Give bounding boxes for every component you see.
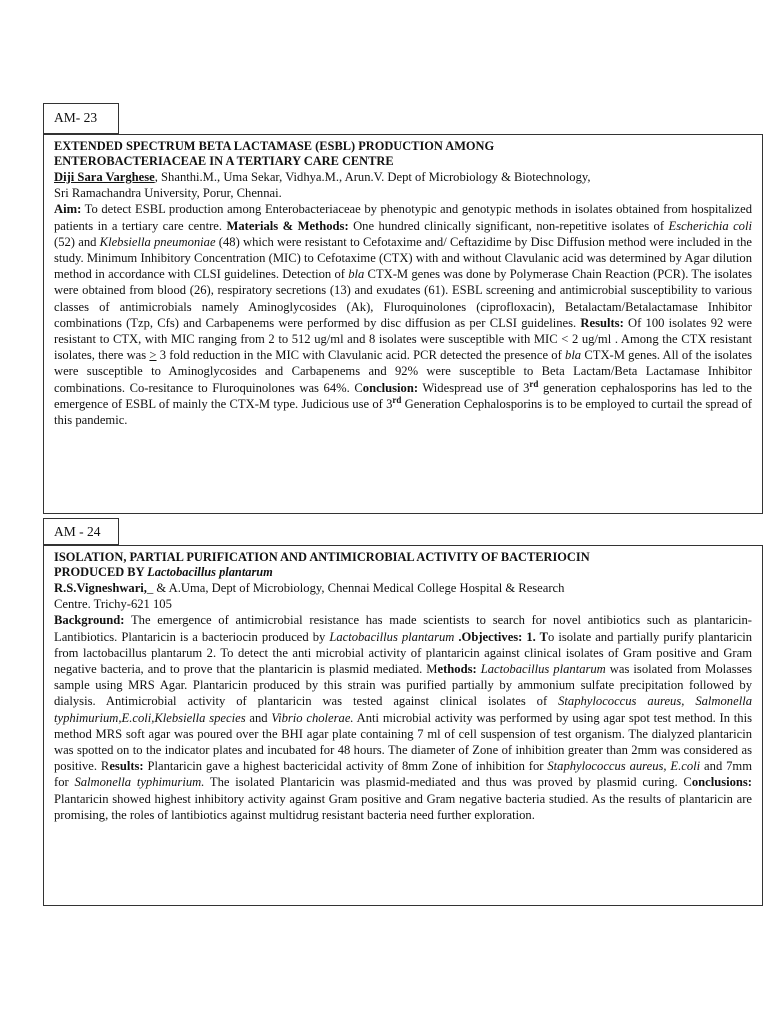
results-text: and 7mm for bbox=[54, 759, 753, 790]
organism-name: Klebsiella pneumoniae bbox=[99, 234, 216, 249]
organism-name: Salmonella typhimurium. bbox=[74, 775, 205, 790]
author-list bbox=[54, 169, 752, 201]
abstract-title bbox=[54, 139, 752, 169]
results-text: 3 fold reduction in the MIC with Clavulanic acid. PCR detected the presence of bbox=[156, 348, 566, 363]
organism-list: Staphylococcus aureus, Salmonella typhimurium,E.coli,Klebsiella species bbox=[54, 694, 752, 725]
abstract-code-text: AM - 24 bbox=[54, 524, 101, 539]
gene-name: bla bbox=[348, 267, 365, 282]
methods-text: Anti microbial activity was performed by using agar spot test method. In this method MRS soft agar was poured over the BHI agar plate containing 7 ml of cell suspension of test organism. The dialyzed plantaricin was spotted on to the indicator plates and incubated for 48 hours. The diameter of Zone of inhibition greater than 2mm was considered as positive. R bbox=[54, 710, 752, 774]
abstract-title bbox=[54, 550, 752, 580]
title-line: ISOLATION, PARTIAL PURIFICATION AND ANTIMICROBIAL ACTIVITY OF BACTERIOCIN bbox=[54, 550, 590, 564]
title-line: EXTENDED SPECTRUM BETA LACTAMASE (ESBL) PRODUCTION AMONG bbox=[54, 139, 495, 153]
conclusion-text: generation cephalosporins has led to the emergence of ESBL of mainly the CTX-M type. Judicious use of 3 bbox=[54, 380, 752, 411]
title-line: PRODUCED BY bbox=[54, 565, 148, 579]
author-list bbox=[54, 580, 752, 612]
organism-name: Vibrio cholerae. bbox=[271, 710, 354, 725]
presenter-name: Diji Sara Varghese bbox=[54, 170, 155, 184]
results-text: Of 100 isolates 92 were resistant to CTX, with MIC ranging from 2 to 512 ug/ml and 8 isolates were susceptible with MIC < 2 ug/ml . Among the CTX resistant isolates, there was bbox=[54, 315, 753, 363]
presenter-name: R.S.Vigneshwari, bbox=[54, 581, 147, 595]
organism-name: Lactobacillus plantarum bbox=[476, 662, 606, 677]
background-label: Background: bbox=[54, 613, 125, 628]
objectives-text: o isolate and partially purify plantaricin from lactobacillus plantarum 2. To detect the anti microbial activity of plantaricin against clinical isolates of Gram positive and Gram negative bacteria, and to prove that the plantaricin is plasmid mediated. M bbox=[54, 629, 752, 677]
methods-text: was isolated from Molasses sample using MRS Agar. Plantaricin produced by this strain was purified partially by ammonium sulfate precipitation followed by dialysis. Antimicrobial activity of plantaricin was tested against clinical isolates of bbox=[54, 662, 752, 709]
methods-text: and bbox=[245, 710, 272, 725]
methods-text: (48) which were resistant to Cefotaxime and/ Ceftazidime by Disc Diffusion method were included in the study. Minimum Inhibitory Concentration (MIC) to Cefotaxime (CTX) with and without Clavulanic acid was determined by Agar dilution method in accordance with CLSI guidelines. Detection of bbox=[54, 234, 752, 282]
organism-list: Staphylococcus aureus, E.coli bbox=[547, 759, 701, 774]
conclusion-text: Plantaricin showed highest inhibitory activity against Gram positive and Gram negative bacteria studied. As the results of plantaricin are promising, the roles of lantibiotics against multidrug resistant bacteria need further exploration. bbox=[54, 791, 752, 822]
organism-name: Lactobacillus plantarum bbox=[329, 629, 455, 644]
conclusion-text: Generation Cephalosporins is to be employed to curtail the spread of this pandemic. bbox=[54, 396, 752, 428]
results-label: Results: bbox=[580, 315, 624, 330]
coauthors: , Shanthi.M., Uma Sekar, Vidhya.M., Arun.V. Dept of Microbiology & Biotechnology, bbox=[154, 170, 591, 184]
superscript: rd bbox=[529, 378, 539, 389]
methods-label: Materials & Methods: bbox=[226, 218, 349, 233]
abstract-body bbox=[54, 201, 752, 428]
abstract-code-text: AM- 23 bbox=[54, 110, 98, 125]
conclusion-text: Widespread use of 3 bbox=[418, 380, 530, 395]
methods-text: (52) and bbox=[54, 234, 100, 249]
abstract-code-am24 bbox=[43, 518, 119, 545]
aim-label: Aim: bbox=[54, 202, 82, 217]
geq-symbol: > bbox=[149, 348, 157, 363]
results-label: esults: bbox=[109, 759, 144, 774]
methods-text: CTX-M genes was done by Polymerase Chain Reaction (PCR). The isolates were obtained from blood (26), respiratory secretions (13) and exudates (61). ESBL screening and antimicrobial susceptibility to various classes of antimicrobials namely Aminoglycosides (Ak), Fluroquinolones (ciprofloxacin), Betalactam/Betalactamase Inhibitor combinations (Tzp, Cfs) and Carbapenems were performed by disc diffusion as per CLSI guidelines. bbox=[54, 267, 752, 330]
conclusion-label: onclusion: bbox=[362, 380, 419, 395]
methods-label: ethods: bbox=[437, 662, 477, 677]
superscript: rd bbox=[392, 394, 402, 405]
affiliation: Centre. Trichy-621 105 bbox=[54, 597, 172, 612]
aim-text: To detect ESBL production among Enterobacteriaceae by phenotypic and genotypic methods in isolates obtained from hospitalized patients in a tertiary care centre. bbox=[54, 202, 752, 233]
objectives-label: .Objectives: 1. T bbox=[454, 629, 549, 644]
results-text: Plantaricin gave a highest bactericidal activity of 8mm Zone of inhibition for bbox=[143, 759, 548, 774]
coauthors: _ & A.Uma, Dept of Microbiology, Chennai Medical College Hospital & Research bbox=[146, 581, 565, 595]
organism-name: Escherichia coli bbox=[668, 218, 752, 233]
organism-name: Lactobacillus plantarum bbox=[147, 565, 273, 579]
title-line: ENTEROBACTERIACEAE IN A TERTIARY CARE CENTRE bbox=[54, 154, 394, 168]
abstract-code-am23 bbox=[43, 103, 119, 134]
conclusion-label: onclusions: bbox=[691, 775, 753, 790]
abstract-am24 bbox=[43, 545, 763, 906]
background-text: The emergence of antimicrobial resistance has made scientists to search for novel antibiotics such as plantaricin- Lantibiotics. Plantaricin is a bacteriocin produced by bbox=[54, 613, 752, 644]
methods-text: One hundred clinically significant, non-repetitive isolates of bbox=[348, 218, 669, 233]
results-text: The isolated Plantaricin was plasmid-mediated and thus was proved by plasmid curing. C bbox=[204, 775, 692, 790]
results-text: CTX-M genes. All of the isolates were susceptible to Aminoglycosides and Carbapenems and 92% were susceptible to Beta Lactam/Beta Lactamase Inhibitor combinations. Co-resitance to Fluroquinolones was 64%. C bbox=[54, 348, 753, 395]
gene-name: bla bbox=[565, 348, 582, 363]
abstract-body bbox=[54, 612, 752, 823]
abstract-am23 bbox=[43, 134, 763, 514]
affiliation: Sri Ramachandra University, Porur, Chennai. bbox=[54, 186, 282, 201]
